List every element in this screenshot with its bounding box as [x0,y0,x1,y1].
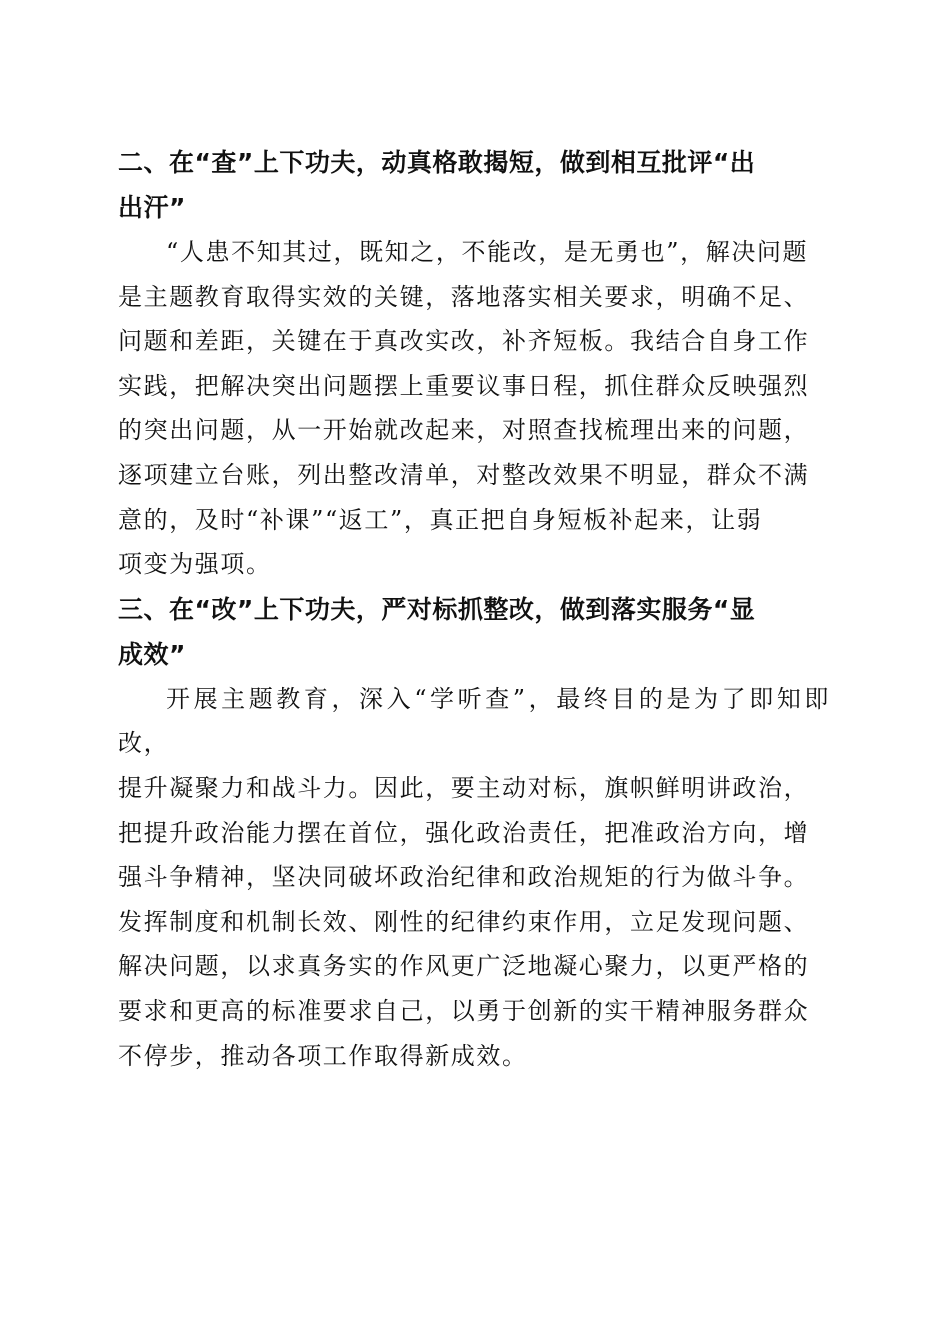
section-paragraph-gai: 开展主题教育，深入“学听查”，最终目的是为了即知即改， 提升凝聚力和战斗力。因此，要主动对标，旗帜鲜明讲政治， 把提升政治能力摆在首位，强化政治责任，把准政治方向，增 强斗争精神，坚决同破坏政治纪律和政治规矩的行为做斗争。 发挥制度和机制长效、刚性的纪律约束作用，立足发现问题、 解决问题，以求真务实的作风更广泛地凝心聚力，以更严格的 要求和更高的标准要求自己，以勇于创新的实干精神服务群众 不停步，推动各项工作取得新成效。 [118,684,830,1070]
document-body [118,140,830,1078]
section-paragraph-cha: “人患不知其过，既知之，不能改，是无勇也”，解决问题 是主题教育取得实效的关键，落地落实相关要求，明确不足、 问题和差距，关键在于真改实改，补齐短板。我结合自身工作 实践，把解决突出问题摆上重要议事日程，抓住群众反映强烈 的突出问题，从一开始就改起来，对照查找梳理出来的问题， 逐项建立台账，列出整改清单，对整改效果不明显，群众不满 意的，及时“补课”“返工”，真正把自身短板补起来，让弱 项变为强项。 [118,238,810,579]
section-heading-gai: 三、在“改”上下功夫，严对标抓整改，做到落实服务“显 成效” [118,594,756,669]
section-heading-cha: 二、在“查”上下功夫，动真格敢揭短，做到相互批评“出 出汗” [118,148,756,222]
